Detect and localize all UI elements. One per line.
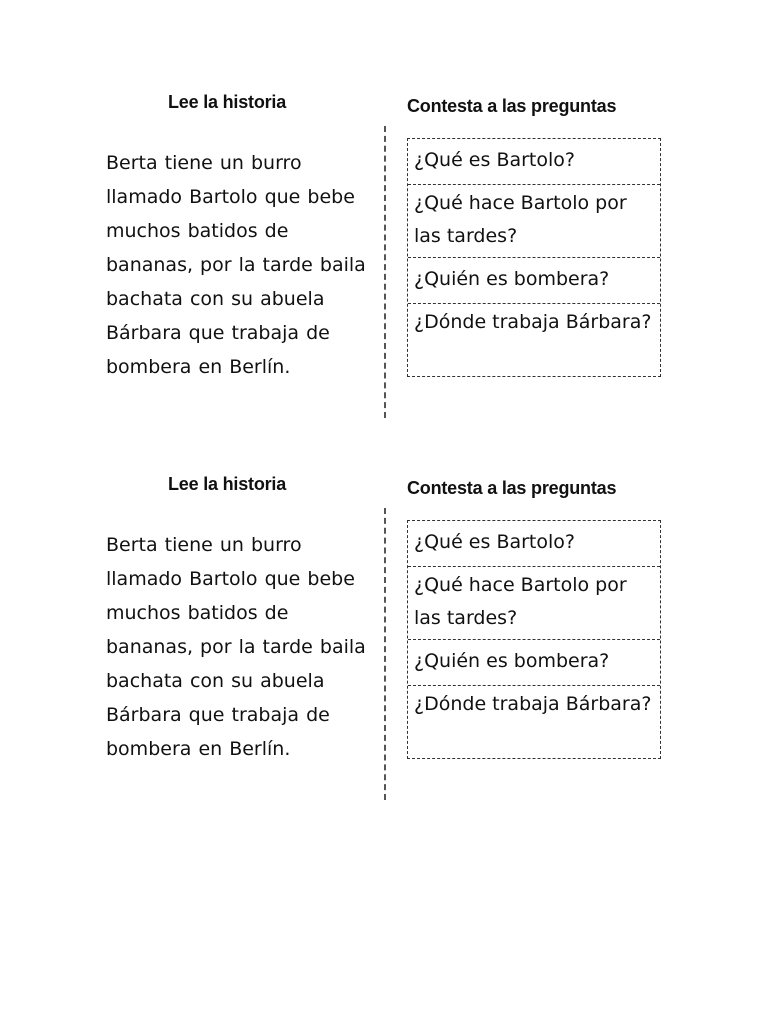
question-cell: ¿Dónde trabaja Bárbara? xyxy=(414,693,652,715)
dashed-divider xyxy=(384,508,386,800)
questions-table xyxy=(407,138,661,377)
question-cell: ¿Dónde trabaja Bárbara? xyxy=(414,311,652,333)
story-heading: Lee la historia xyxy=(168,474,287,494)
question-cell: ¿Qué hace Bartolo por las tardes? xyxy=(408,185,660,258)
worksheet-bottom xyxy=(0,472,768,792)
question-cell: ¿Quién es bombera? xyxy=(408,258,660,304)
dashed-divider xyxy=(384,126,386,418)
questions-table xyxy=(407,520,661,759)
question-cell: ¿Quién es bombera? xyxy=(408,640,660,686)
story-text: Berta tiene un burro llamado Bartolo que bebe muchos batidos de bananas, por la tarde baila bachata con su abuela Bárbara que trabaja de bombera en Berlín. xyxy=(106,152,366,378)
questions-heading: Contesta a las preguntas xyxy=(407,96,617,116)
story-heading: Lee la historia xyxy=(168,92,287,112)
story-text: Berta tiene un burro llamado Bartolo que bebe muchos batidos de bananas, por la tarde baila bachata con su abuela Bárbara que trabaja de bombera en Berlín. xyxy=(106,534,366,760)
question-cell: ¿Qué es Bartolo? xyxy=(408,521,660,567)
worksheet-top xyxy=(0,90,768,410)
question-cell: ¿Qué es Bartolo? xyxy=(408,139,660,185)
question-cell: ¿Qué hace Bartolo por las tardes? xyxy=(408,567,660,640)
questions-heading: Contesta a las preguntas xyxy=(407,478,617,498)
